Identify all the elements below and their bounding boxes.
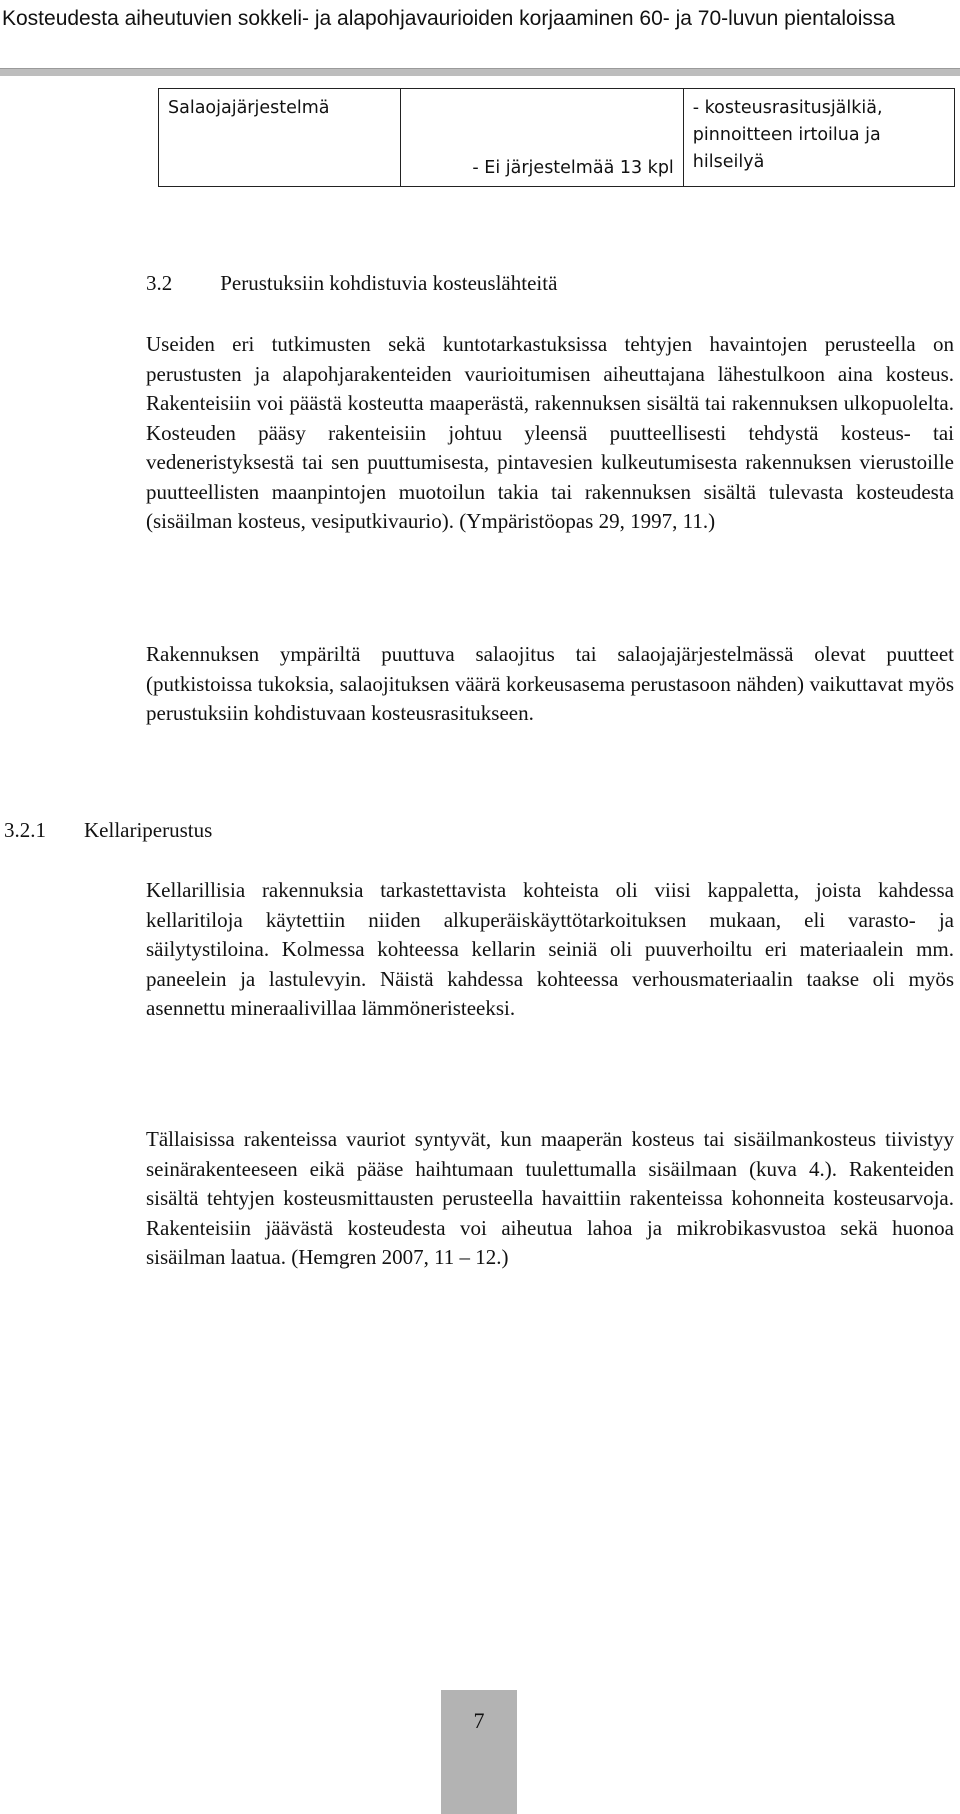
- page-number: 7: [473, 1708, 485, 1733]
- table-cell-structure: Salaojajärjestelmä: [159, 89, 401, 187]
- section-title: Perustuksiin kohdistuvia kosteuslähteitä: [220, 271, 558, 295]
- section-heading-3-2: [146, 271, 557, 296]
- paragraph: Tällaisissa rakenteissa vauriot syntyvät, kun maaperän kosteus tai sisäilmankosteus tiivistyy seinärakenteeseen eikä pääse haihtumaan tuulettumalla sisäilmaan (kuva 4.). Rakenteiden sisältä tehtyjen kosteusmittausten perusteella havaittiin rakenteissa kohonneita kosteusarvoja. Rakenteisiin jäävästä kosteudesta voi aiheutua lahoa ja mikrobikasvustoa sekä huonoa sisäilman laatua. (Hemgren 2007, 11 – 12.): [146, 1127, 954, 1269]
- header-divider: [0, 68, 960, 76]
- paragraph: Rakennuksen ympäriltä puuttuva salaojitus tai salaojajärjestelmässä olevat puutteet (putkistoissa tukoksia, salaojituksen väärä korkeusasema perustasoon nähden) vaikuttavat myös perustuksiin kohdistuvaan kosteusrasitukseen.: [146, 642, 954, 725]
- section-heading-3-2-1: [4, 818, 212, 843]
- findings-table-row: [158, 88, 955, 187]
- paragraph: Useiden eri tutkimusten sekä kuntotarkastuksissa tehtyjen havaintojen perusteella on perustusten ja alapohjarakenteiden vaurioitumisen aiheuttajana lähestulkoon aina kosteus. Rakenteisiin voi päästä kosteutta maaperästä, rakennuksen sisältä tai rakennuksen ulkopuolelta. Kosteuden pääsy rakenteisiin johtuu yleensä puutteellisesti tehdystä kosteus- tai vedeneristyksestä tai sen puuttumisesta, pintavesien kulkeutumisesta rakennuksen vierustoille puutteellisten maanpintojen muotoilun takia tai rakennuksen sisältä tulevasta kosteudesta (sisäilman kosteus, vesiputkivaurio). (Ympäristöopas 29, 1997, 11.): [146, 332, 954, 533]
- section-title: Kellariperustus: [84, 818, 213, 842]
- table-cell-count: - Ei järjestelmää 13 kpl: [400, 89, 683, 187]
- page-number-box: [441, 1690, 517, 1814]
- section-number: 3.2.1: [4, 818, 46, 842]
- running-header: Kosteudesta aiheutuvien sokkeli- ja alapohjavaurioiden korjaaminen 60- ja 70-luvun pientaloissa: [2, 7, 896, 30]
- paragraph: Kellarillisia rakennuksia tarkastettavista kohteista oli viisi kappaletta, joista kahdessa kellaritiloja käytettiin niiden alkuperäiskäyttötarkoituksen mukaan, eli varasto- ja säilytystiloina. Kolmessa kohteessa kellarin seiniä oli puuverhoiltu eri materiaalein mm. paneelein ja lastulevyin. Näistä kahdessa kohteessa verhousmateriaalin taakse oli myös asennettu mineraalivillaa lämmöneristeeksi.: [146, 878, 954, 1020]
- table-cell-findings: - kosteusrasitusjälkiä, pinnoitteen irtoilua ja hilseilyä: [683, 89, 954, 187]
- table-row: [159, 89, 955, 187]
- section-number: 3.2: [146, 271, 173, 295]
